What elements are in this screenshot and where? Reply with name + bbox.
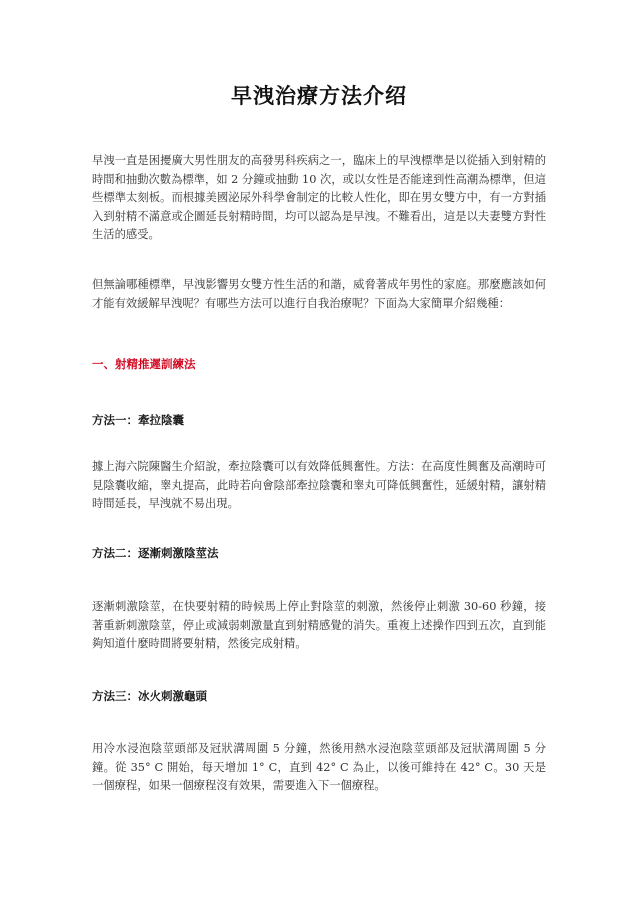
- section-heading-1: 一、射精推遲訓練法: [92, 357, 196, 371]
- document-title: 早洩治療方法介绍: [231, 84, 407, 108]
- method-3-heading: 方法三：冰火刺激龜頭: [92, 689, 207, 703]
- intro-paragraph-1: 早洩一直是困擾廣大男性朋友的高發男科疾病之一，臨床上的早洩標準是以從插入到射精的時間和抽動次數為標準，如 2 分鐘或抽動 10 次，或以女性是否能達到性高潮為標準，但這些標準太刻板。而根據美國泌尿外科學會制定的比較人性化，即在男女雙方中，有一方對插入到射精不滿意或企圖延長射精時間，均可以認為是早洩。不難看出，這是以夫妻雙方對性生活的感受。: [92, 154, 546, 242]
- method-3-body: 用冷水浸泡陰莖頭部及冠狀溝周圍 5 分鐘，然後用熱水浸泡陰莖頭部及冠狀溝周圍 5 分鐘。從 35° C 開始，每天增加 1° C，直到 42° C 為止，以後可維持在 42° C。30 天是一個療程，如果一個療程沒有效果，需要進入下一個療程。: [92, 742, 546, 793]
- method-1-heading: 方法一：牽拉陰囊: [92, 413, 184, 427]
- intro-paragraph-2: 但無論哪種標準，早洩影響男女雙方性生活的和諧，威脅著成年男性的家庭。那麼應該如何才能有效緩解早洩呢？有哪些方法可以進行自我治療呢？下面為大家簡單介紹幾種：: [92, 278, 546, 310]
- method-2-body: 逐漸刺激陰莖，在快要射精的時候馬上停止對陰莖的刺激，然後停止刺激 30-60 秒鐘，接著重新刺激陰莖，停止或減弱刺激量直到射精感覺的消失。重複上述操作四到五次，直到能夠知道什麼時間將要射精，然後完成射精。: [92, 600, 546, 651]
- method-2-heading: 方法二：逐漸刺激陰莖法: [92, 546, 219, 560]
- method-1-body: 據上海六院陳醫生介紹說，牽拉陰囊可以有效降低興奮性。方法：在高度性興奮及高潮時可見陰囊收縮，睾丸提高，此時若向會陰部牽拉陰囊和睾丸可降低興奮性，延緩射精，讓射精時間延長，早洩就不易出現。: [92, 460, 546, 511]
